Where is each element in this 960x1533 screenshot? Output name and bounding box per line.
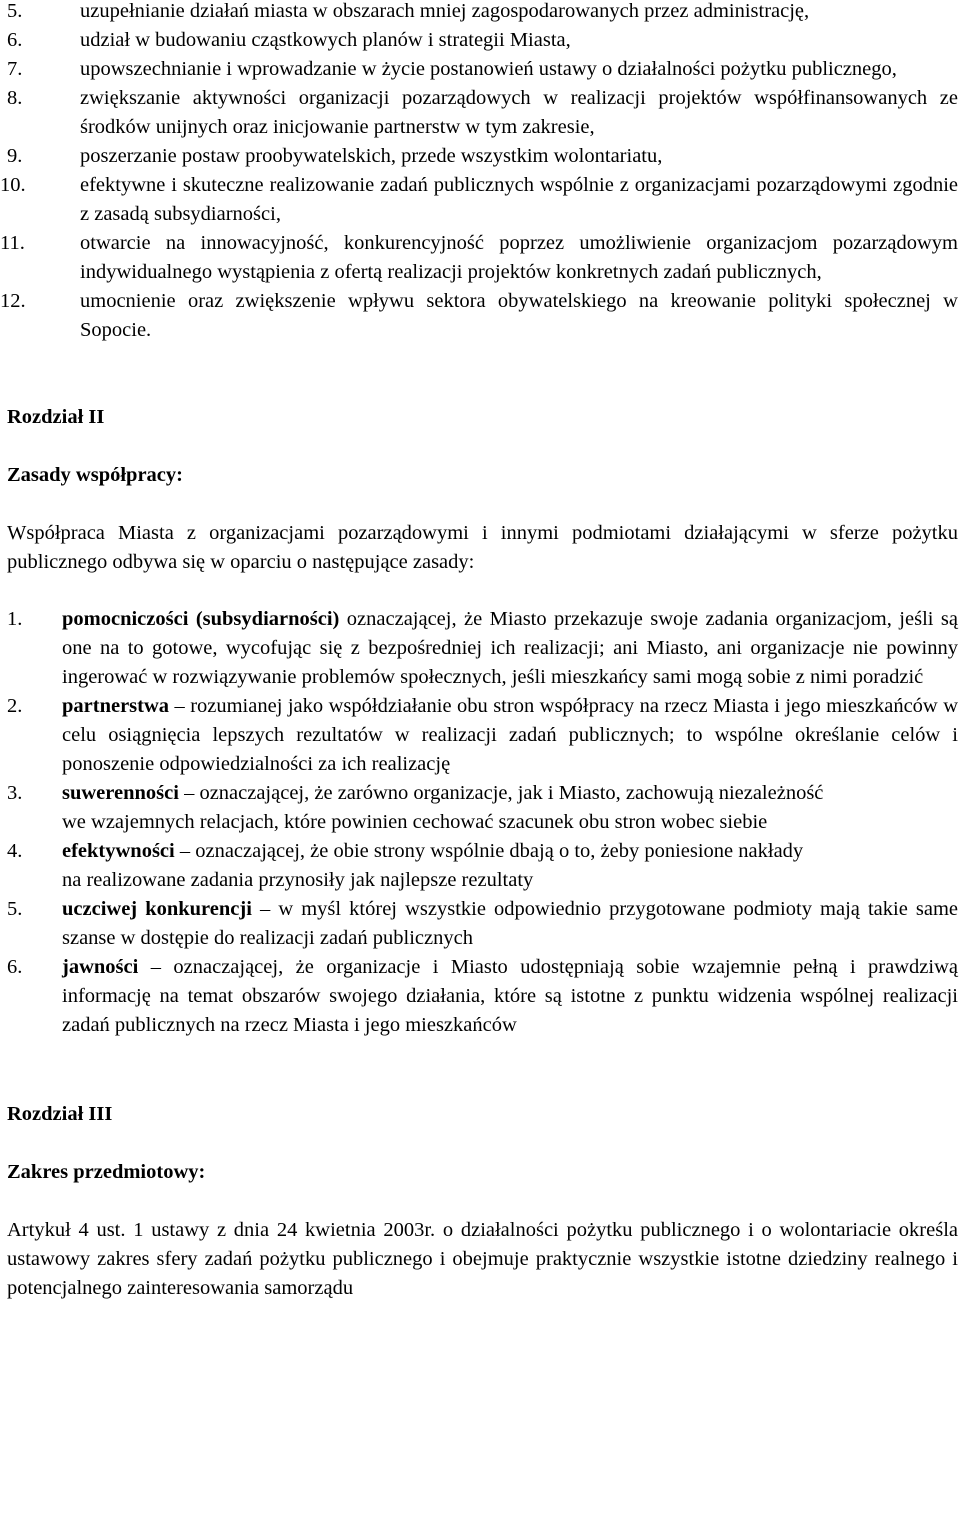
principle-continuation: na realizowane zadania przynosiły jak najlepsze rezultaty [62,869,534,891]
list-number: 7. [7,58,23,80]
principle-item [0,605,960,692]
principle-text: – oznaczającej, że obie strony wspólnie dbają o to, żeby poniesione nakłady [174,840,804,862]
list-number: 12. [0,290,26,312]
list-text: otwarcie na innowacyjność, konkurencyjność poprzez umożliwienie organizacjom pozarządowym indywidualnego wystąpienia z ofertą realizacji projektów konkretnych zadań publicznych, [80,232,958,283]
list-number: 10. [0,174,26,196]
principle-term: efektywności [62,840,175,862]
section-subheading: Zasady współpracy: [7,464,183,486]
list-text: zwiększanie aktywności organizacji pozarządowych w realizacji projektów współfinansowanych ze środków unijnych oraz inicjowanie partnerstw w tym zakresie, [80,87,958,138]
list-item [0,26,960,55]
principle-item [0,895,960,953]
intro-paragraph: Współpraca Miasta z organizacjami pozarządowymi i innymi podmiotami działającymi w sferze pożytku publicznego odbywa się w oparciu o następujące zasady: [7,522,958,573]
principle-term: uczciwej konkurencji [62,898,252,920]
list-text: udział w budowaniu cząstkowych planów i strategii Miasta, [80,29,571,51]
principle-continuation: we wzajemnych relacjach, które powinien cechować szacunek obu stron wobec siebie [62,811,768,833]
principle-text: oznaczającej, że Miasto przekazuje swoje zadania organizacjom, jeśli są one na to gotowe, wycofując się z bezpośredniej ich realizacji; ani Miasto, ani organizacje nie powinny ingerować w rozwiązywanie problemów społecznych, jeśli mieszkańcy sami mogą sobie z nimi poradzić [62,608,958,688]
list-number: 6. [7,29,23,51]
list-number: 6. [7,956,23,978]
list-item [0,0,960,26]
list-text: upowszechnianie i wprowadzanie w życie postanowień ustawy o działalności pożytku publicznego, [80,58,897,80]
principle-term: partnerstwa [62,695,170,717]
list-number: 11. [0,232,25,254]
list-text: uzupełnianie działań miasta w obszarach mniej zagospodarowanych przez administrację, [80,0,810,22]
list-item [0,142,960,171]
principle-term: suwerenności [62,782,179,804]
principles-list [0,605,960,1040]
list-number: 5. [7,0,23,22]
list-item [0,55,960,84]
list-number: 8. [7,87,23,109]
list-number: 4. [7,840,23,862]
principle-text: – rozumianej jako współdziałanie obu stron współpracy na rzecz Miasta i jego mieszkańców w celu osiągnięcia lepszych rezultatów w realizacji zadań publicznych; to wspólne określanie celów i ponoszenie odpowiedzialności za ich realizację [62,695,958,775]
list-number: 2. [7,695,23,717]
list-item [0,171,960,229]
principle-item [0,779,960,837]
list-number: 5. [7,898,23,920]
principle-item [0,837,960,895]
list-text: efektywne i skuteczne realizowanie zadań publicznych wspólnie z organizacjami pozarządowymi zgodnie z zasadą subsydiarności, [80,174,958,225]
body-paragraph: Artykuł 4 ust. 1 ustawy z dnia 24 kwietnia 2003r. o działalności pożytku publicznego i o wolontariacie określa ustawowy zakres sfery zadań pożytku publicznego i obejmuje praktycznie wszystkie istotne dziedziny realnego i potencjalnego zainteresowania samorządu [7,1219,958,1299]
list-item [0,229,960,287]
principle-item [0,953,960,1040]
list-number: 1. [7,608,23,630]
section-subheading: Zakres przedmiotowy: [7,1161,206,1183]
principle-text: – w myśl której wszystkie odpowiednio przygotowane podmioty mają takie same szanse w dostępie do realizacji zadań publicznych [62,898,958,949]
list-number: 9. [7,145,23,167]
principle-text: – oznaczającej, że organizacje i Miasto udostępniają sobie wzajemnie pełną i prawdziwą informację na temat obszarów swojego działania, które są istotne z punktu widzenia wspólnej realizacji zadań publicznych na rzecz Miasta i jego mieszkańców [62,956,958,1036]
list-item [0,287,960,345]
principle-item [0,692,960,779]
list-item [0,84,960,142]
principle-term: pomocniczości (subsydiarności) [62,608,340,630]
list-number: 3. [7,782,23,804]
principle-text: – oznaczającej, że zarówno organizacje, jak i Miasto, zachowują niezależność [178,782,824,804]
chapter-heading: Rozdział II [7,406,105,428]
goals-list [0,0,960,345]
list-text: poszerzanie postaw proobywatelskich, przede wszystkim wolontariatu, [80,145,663,167]
principle-term: jawności [62,956,139,978]
chapter-heading: Rozdział III [7,1103,113,1125]
list-text: umocnienie oraz zwiększenie wpływu sektora obywatelskiego na kreowanie polityki społecznej w Sopocie. [80,290,958,341]
